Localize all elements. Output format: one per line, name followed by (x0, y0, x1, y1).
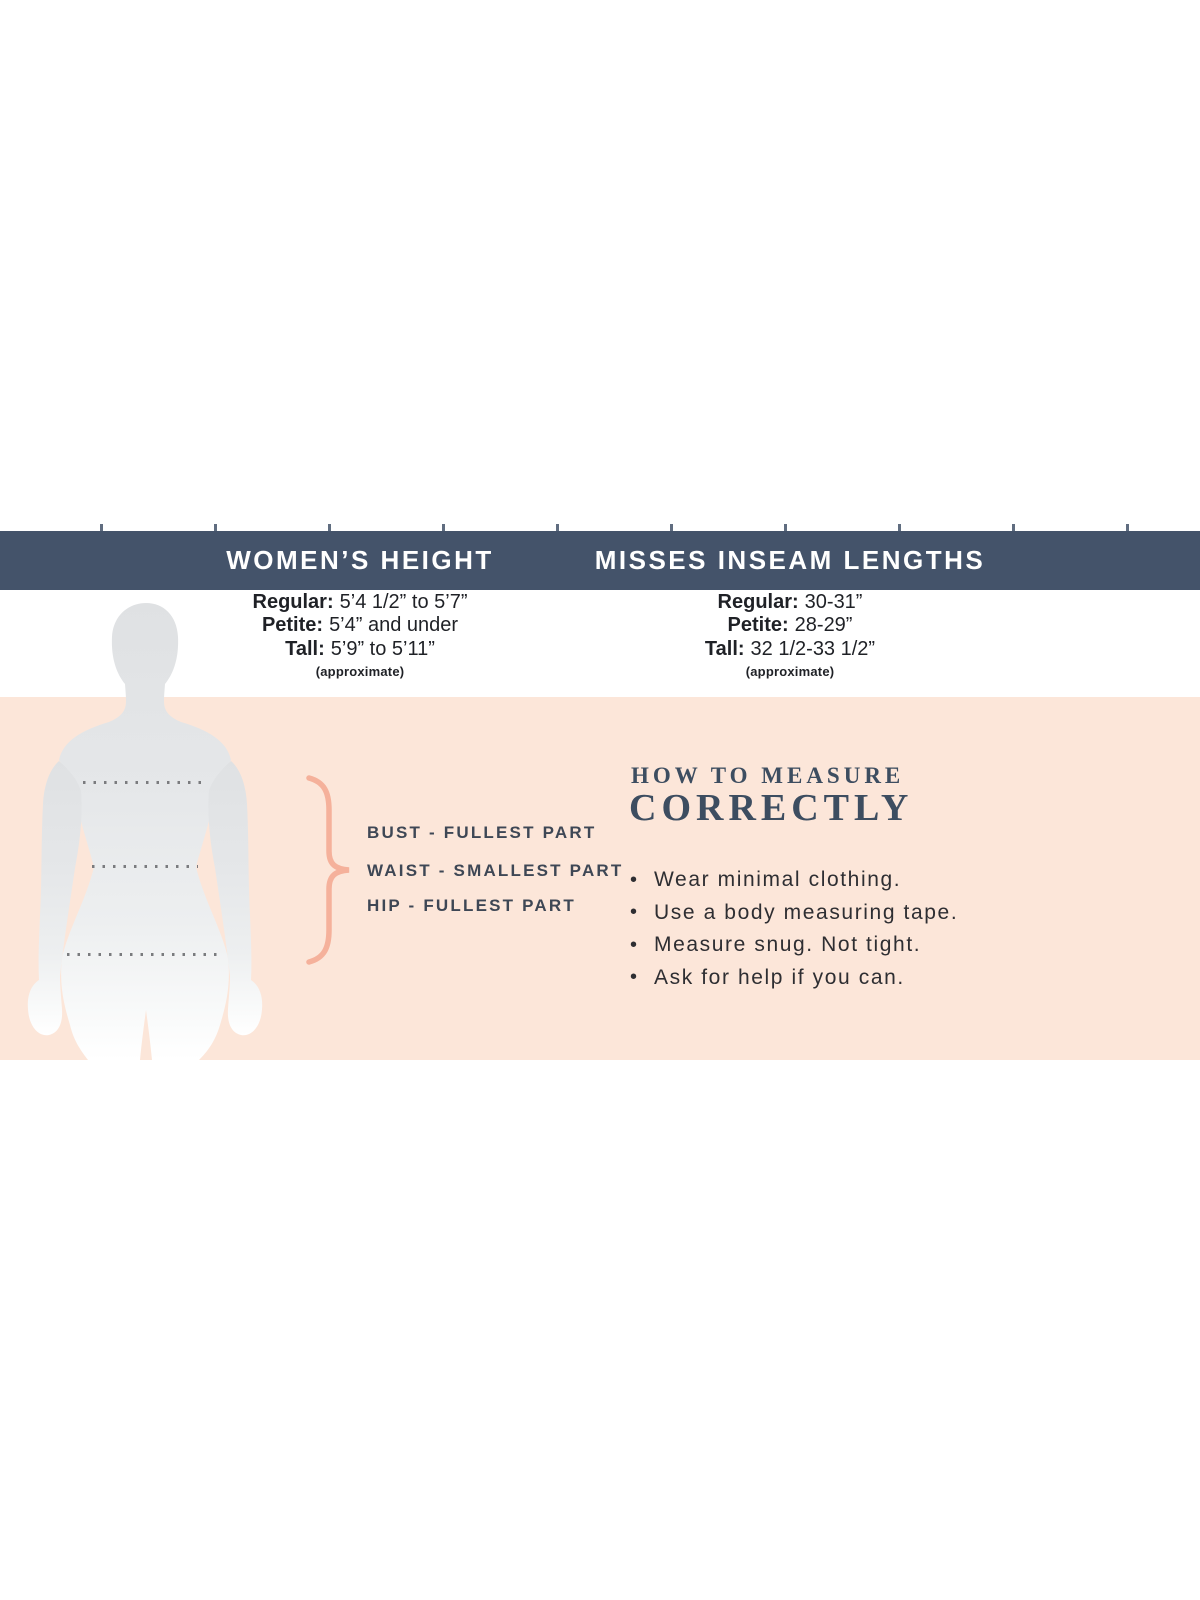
hip-label: HIP - FULLEST PART (367, 896, 576, 915)
inseam-row-regular: Regular: 30-31” (717, 591, 863, 613)
misses-inseam-specs (570, 591, 1010, 679)
list-item (630, 929, 958, 962)
tip-text: Use a body measuring tape. (654, 900, 959, 924)
height-row-tall: Tall: 5’9” to 5’11” (285, 637, 435, 660)
tip-text: Ask for help if you can. (654, 965, 905, 989)
measuring-tips-list (630, 864, 958, 994)
bullet-dot-icon: • (630, 901, 639, 924)
inseam-row-petite: Petite: 28-29” (727, 614, 853, 637)
list-item (630, 962, 958, 995)
tip-text: Wear minimal clothing. (654, 868, 902, 892)
women-height-title: WOMEN’S HEIGHT (226, 545, 494, 575)
bullet-dot-icon: • (630, 868, 639, 891)
height-row-petite: Petite: 5’4” and under (261, 614, 459, 637)
inseam-row-tall: Tall: 32 1/2-33 1/2” (704, 637, 876, 660)
waist-measure-line (92, 865, 198, 868)
bust-measure-line (83, 781, 205, 784)
measuring-tape-ticks-icon (0, 524, 1200, 531)
curly-brace-icon (297, 774, 355, 966)
female-body-silhouette (0, 590, 300, 1060)
height-note: (approximate) (315, 663, 405, 679)
header-bar (0, 531, 1200, 590)
misses-inseam-title: MISSES INSEAM LENGTHS (594, 545, 986, 575)
list-item (630, 897, 958, 930)
inseam-note: (approximate) (745, 663, 835, 679)
how-to-measure-heading: HOW TO MEASURE (631, 763, 905, 788)
correctly-heading: CORRECTLY (629, 787, 914, 829)
bullet-dot-icon: • (630, 966, 639, 989)
hip-measure-line (67, 953, 221, 956)
bullet-dot-icon: • (630, 933, 639, 956)
tip-text: Measure snug. Not tight. (654, 933, 922, 957)
waist-label: WAIST - SMALLEST PART (367, 861, 624, 880)
list-item (630, 864, 958, 897)
height-row-regular: Regular: 5’4 1/2” to 5’7” (252, 591, 468, 613)
bust-label: BUST - FULLEST PART (367, 823, 597, 842)
